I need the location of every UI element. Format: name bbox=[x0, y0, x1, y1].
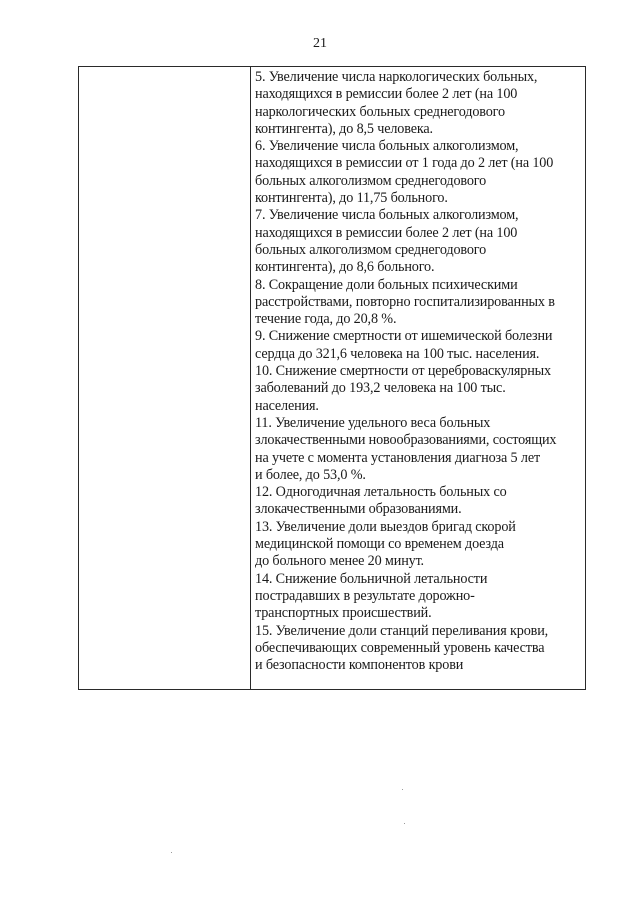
text-line: сердца до 321,6 человека на 100 тыс. населения. bbox=[255, 345, 540, 362]
text-line: заболеваний до 193,2 человека на 100 тыс. bbox=[255, 380, 506, 397]
text-line: 10. Снижение смертности от цереброваскулярных bbox=[255, 363, 552, 380]
indicators-table bbox=[78, 66, 586, 690]
scan-artifact bbox=[402, 789, 403, 790]
text-line: 11. Увеличение удельного веса больных bbox=[255, 414, 491, 431]
text-line: и более, до 53,0 %. bbox=[255, 466, 366, 483]
table-right-cell bbox=[251, 67, 585, 689]
text-line: злокачественными новообразованиями, состоящих bbox=[255, 432, 557, 449]
text-line: 14. Снижение больничной летальности bbox=[255, 570, 488, 587]
text-line: 6. Увеличение числа больных алкоголизмом, bbox=[255, 138, 519, 155]
text-line: пострадавших в результате дорожно- bbox=[255, 587, 475, 604]
text-line: до больного менее 20 минут. bbox=[255, 553, 424, 570]
text-line: находящихся в ремиссии более 2 лет (на 100 bbox=[255, 224, 518, 241]
text-line: и безопасности компонентов крови bbox=[255, 657, 464, 674]
scan-artifact bbox=[171, 852, 172, 853]
text-line: больных алкоголизмом среднегодового bbox=[255, 172, 487, 189]
text-line: больных алкоголизмом среднегодового bbox=[255, 241, 487, 258]
text-line: 5. Увеличение числа наркологических больных, bbox=[255, 69, 538, 85]
scan-artifact bbox=[404, 823, 405, 824]
text-line: контингента), до 8,6 больного. bbox=[255, 259, 435, 276]
text-line: расстройствами, повторно госпитализированных в bbox=[255, 293, 555, 310]
text-line: на учете с момента установления диагноза 5 лет bbox=[255, 449, 541, 466]
text-line: 8. Сокращение доли больных психическими bbox=[255, 276, 518, 293]
text-line: населения. bbox=[255, 397, 319, 414]
text-line: злокачественными образованиями. bbox=[255, 501, 462, 518]
table-left-cell bbox=[79, 67, 251, 689]
text-line: течение года, до 20,8 %. bbox=[255, 311, 397, 328]
text-line: находящихся в ремиссии от 1 года до 2 лет (на 100 bbox=[255, 155, 554, 172]
text-line: находящихся в ремиссии более 2 лет (на 100 bbox=[255, 86, 518, 103]
text-line: контингента), до 8,5 человека. bbox=[255, 120, 433, 137]
page-number: 21 bbox=[313, 36, 327, 51]
text-line: 12. Одногодичная летальность больных со bbox=[255, 484, 507, 501]
text-line: 13. Увеличение доли выездов бригад скорой bbox=[255, 518, 516, 535]
text-line: медицинской помощи со временем доезда bbox=[255, 536, 504, 553]
text-line: 9. Снижение смертности от ишемической болезни bbox=[255, 328, 553, 345]
text-line: 15. Увеличение доли станций переливания крови, bbox=[255, 622, 549, 639]
text-line: контингента), до 11,75 больного. bbox=[255, 190, 448, 207]
text-line: наркологических больных среднегодового bbox=[255, 103, 505, 120]
text-line: 7. Увеличение числа больных алкоголизмом, bbox=[255, 207, 519, 224]
text-line: транспортных происшествий. bbox=[255, 605, 432, 622]
text-line: обеспечивающих современный уровень качества bbox=[255, 639, 545, 656]
